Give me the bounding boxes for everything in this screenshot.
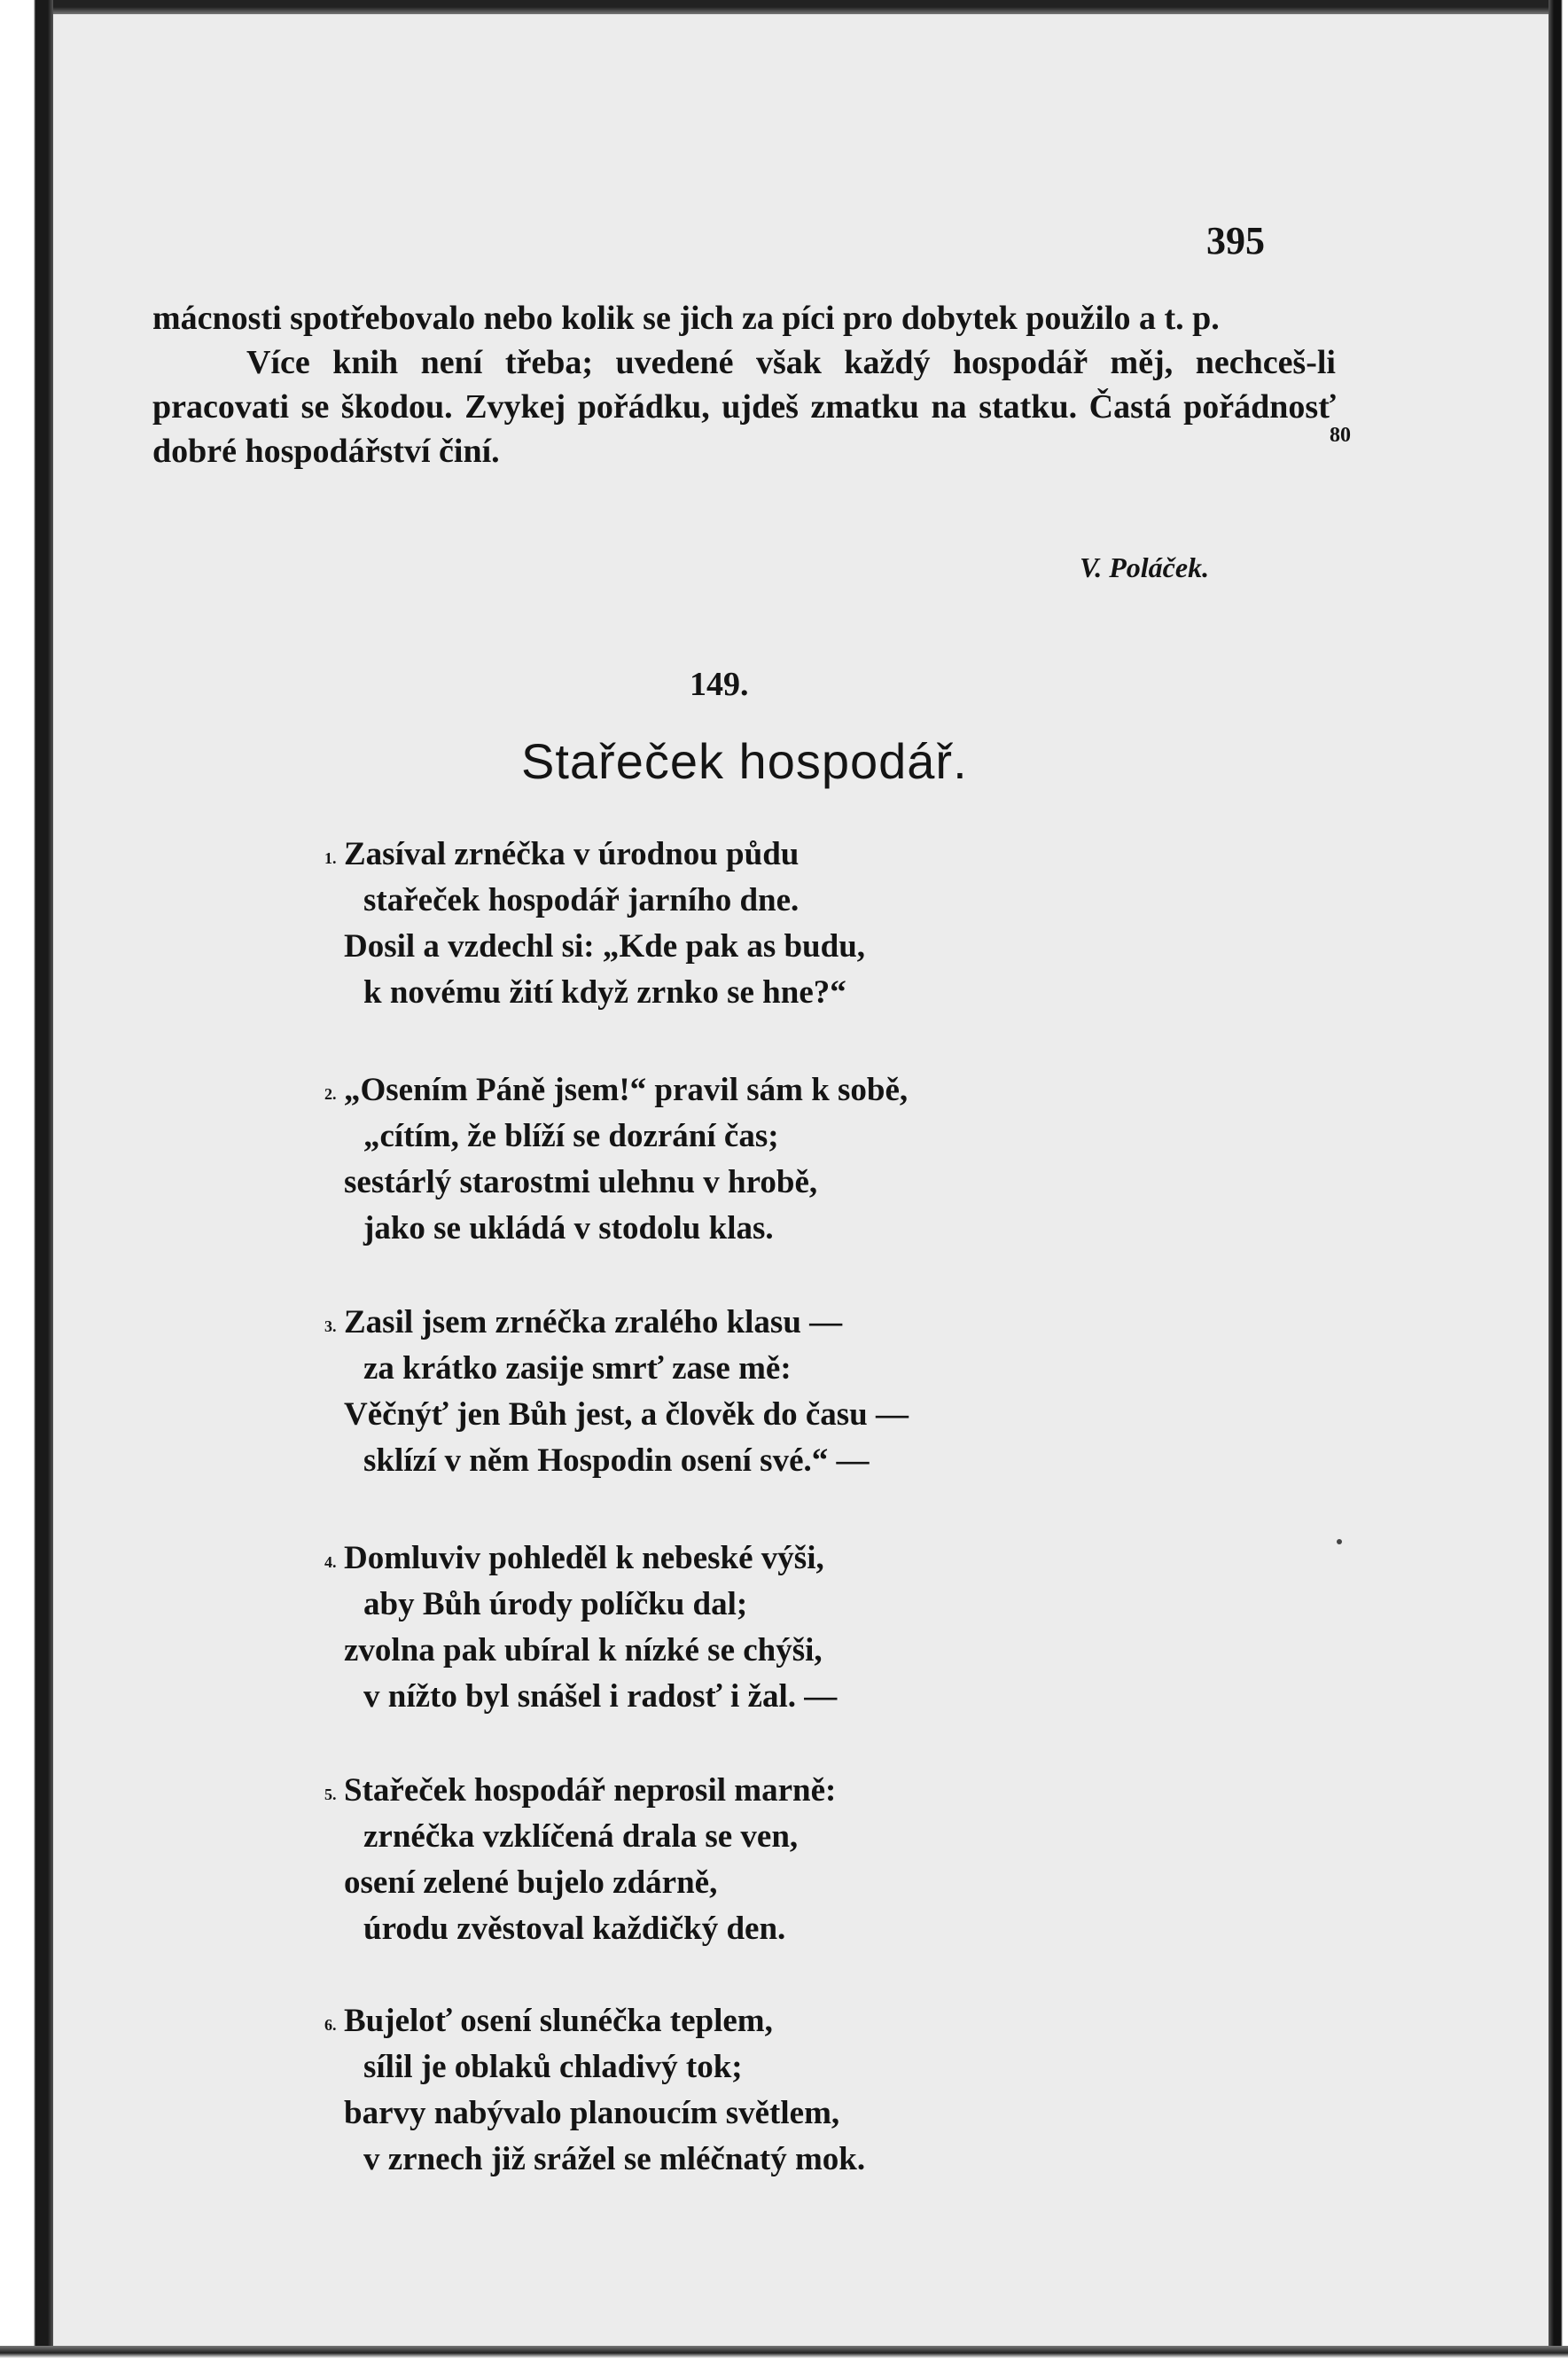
poem-number: 149. <box>690 666 749 703</box>
verse-line: za krátko zasije smrť zase mě: <box>363 1350 792 1387</box>
page-number: 395 <box>1206 219 1265 262</box>
stanza <box>324 1768 1195 1952</box>
verse-line: Dosil a vzdechl si: „Kde pak as budu, <box>344 928 866 965</box>
prose-paragraph: mácnosti spotřebovalo nebo kolik se jich za píci pro dobytek použilo a t. p. <box>152 300 1220 337</box>
verse-line: v nížto byl snášel i radosť i žal. — <box>363 1678 838 1715</box>
poem-title: Stařeček hospodář. <box>521 733 968 789</box>
stanza-number: 4. <box>324 1553 337 1571</box>
verse-line: v zrnech již srážel se mléčnatý mok. <box>363 2141 866 2177</box>
stanza <box>324 1998 1195 2183</box>
verse-line: stařeček hospodář jarního dne. <box>363 882 800 918</box>
scan-edge-left <box>0 0 53 2360</box>
verse-line: zrnéčka vzklíčená drala se ven, <box>363 1818 799 1855</box>
stanza <box>324 1300 1195 1484</box>
verse-line: Zasil jsem zrnéčka zralého klasu — <box>344 1304 843 1340</box>
verse-line: jako se ukládá v stodolu klas. <box>363 1210 774 1246</box>
prose-text <box>152 296 1336 473</box>
stanza-number: 1. <box>324 849 337 867</box>
verse-line: aby Bůh úrody políčku dal; <box>363 1586 748 1622</box>
scan-edge-bottom <box>0 2346 1568 2360</box>
verse-line: Domluviv pohleděl k nebeské výši, <box>344 1540 824 1576</box>
verse-line: sklízí v něm Hospodin osení své.“ — <box>363 1442 870 1479</box>
line-number-marker: 80 <box>1330 424 1351 447</box>
verse-line: úrodu zvěstoval každičký den. <box>363 1911 786 1947</box>
stanza-number: 5. <box>324 1786 337 1803</box>
verse-line: sílil je oblaků chladivý tok; <box>363 2049 743 2085</box>
verse-line: Zasíval zrnéčka v úrodnou půdu <box>344 836 800 872</box>
stanza-number: 6. <box>324 2016 337 2034</box>
verse-line: Bujeloť osení slunéčka teplem, <box>344 2003 773 2039</box>
prose-paragraph: Více knih není třeba; uvedené však každý hospodář měj, nechceš-li pracovati se škodou. Zvykej pořádku, ujdeš zmatku na statku. Častá pořádnosť dobré hospodářství činí. <box>152 344 1336 470</box>
stanza-number: 3. <box>324 1317 337 1335</box>
verse-line: sestárlý starostmi ulehnu v hrobě, <box>344 1164 818 1200</box>
stanza <box>324 1067 1195 1252</box>
author-signature: V. Poláček. <box>1080 551 1210 583</box>
stanza <box>324 1536 1195 1720</box>
book-page <box>51 12 1549 2348</box>
verse-line: k novému žití když zrnko se hne?“ <box>363 974 846 1011</box>
scan-speck <box>1337 1539 1342 1544</box>
scan-edge-right <box>1548 0 1568 2360</box>
verse-line: zvolna pak ubíral k nízké se chýši, <box>344 1632 823 1668</box>
scan-edge-top <box>0 0 1568 14</box>
verse-line: „cítím, že blíží se dozrání čas; <box>363 1118 779 1154</box>
verse-line: Věčnýť jen Bůh jest, a člověk do času — <box>344 1396 909 1433</box>
stanza-number: 2. <box>324 1085 337 1103</box>
verse-line: „Osením Páně jsem!“ pravil sám k sobě, <box>344 1072 909 1108</box>
verse-line: barvy nabývalo planoucím světlem, <box>344 2095 840 2131</box>
verse-line: osení zelené bujelo zdárně, <box>344 1864 718 1901</box>
stanza <box>324 832 1195 1016</box>
verse-line: Stařeček hospodář neprosil marně: <box>344 1772 837 1809</box>
